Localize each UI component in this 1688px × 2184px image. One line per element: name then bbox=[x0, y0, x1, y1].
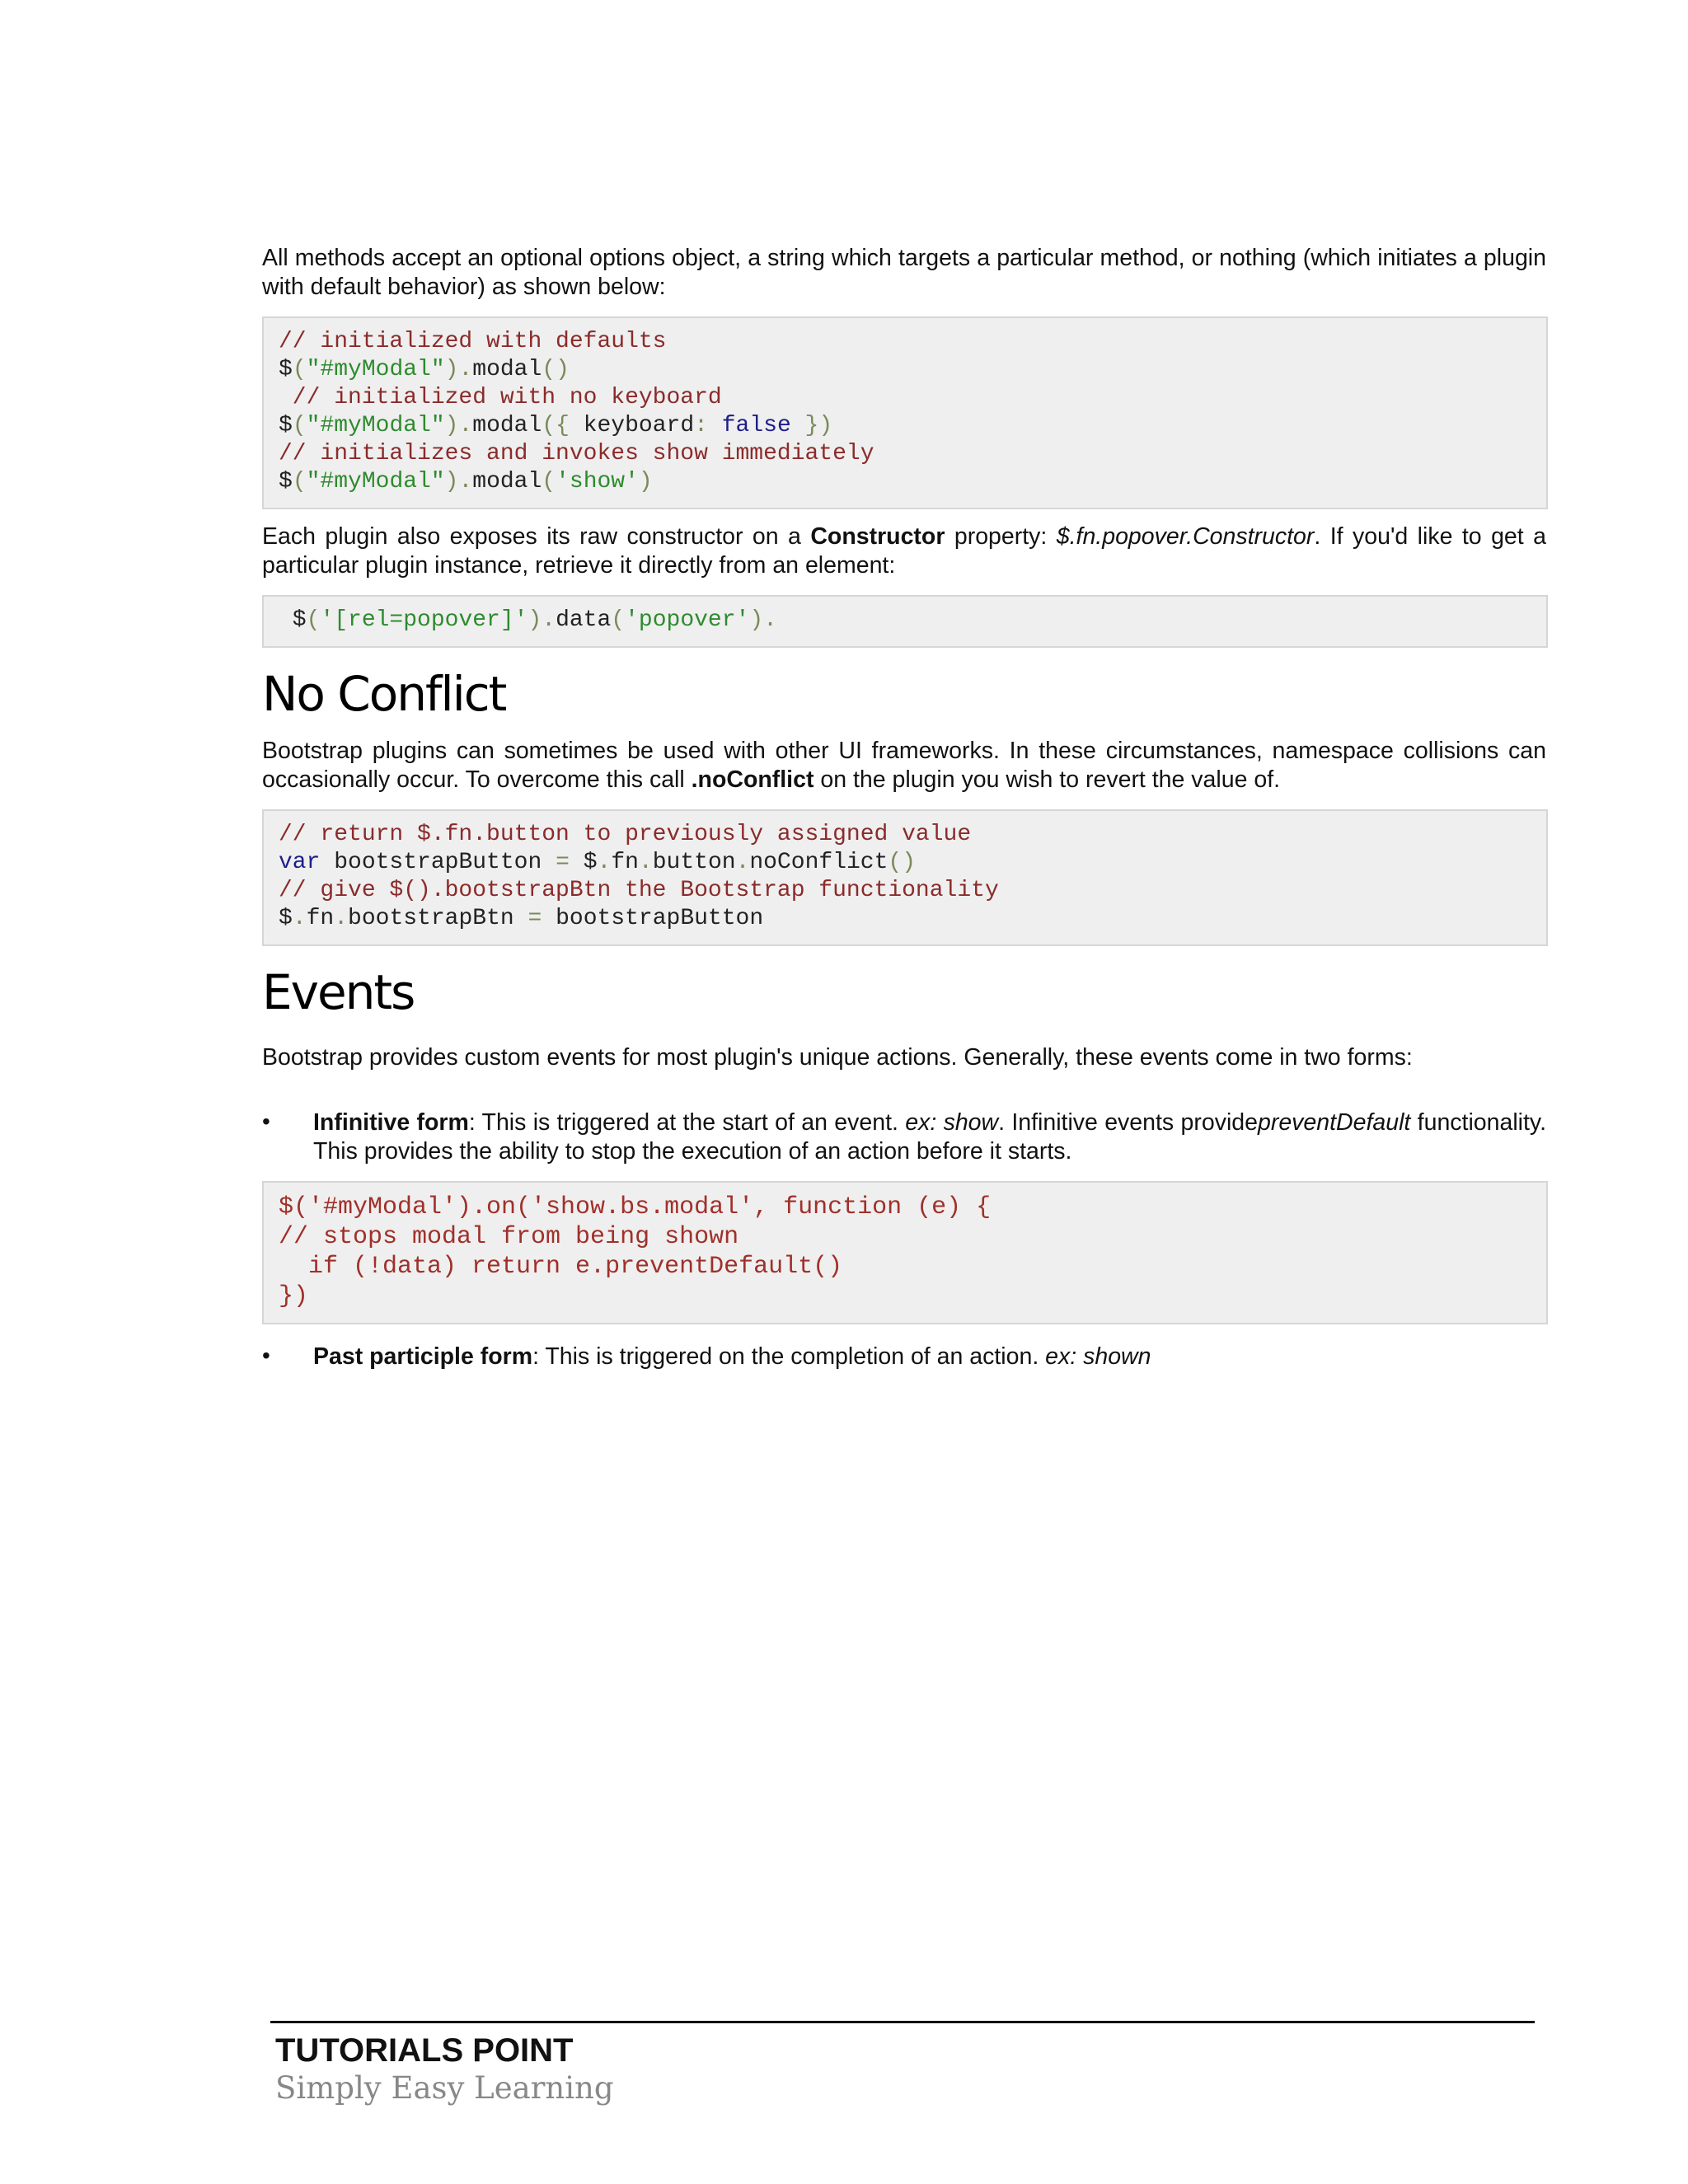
code-block-no-conflict bbox=[262, 809, 1548, 946]
bullet-text: Infinitive form: This is triggered at the start of an event. ex: show. Infinitive events providepreventDefault functionality. This provides the ability to stop the execution of an action before it starts. bbox=[313, 1109, 1546, 1165]
code-block-show-event bbox=[262, 1181, 1548, 1324]
code-block-modal-init bbox=[262, 316, 1548, 509]
events-intro-paragraph: Bootstrap provides custom events for most plugin's unique actions. Generally, these events come in two forms: bbox=[262, 1044, 1413, 1071]
constructor-paragraph: Each plugin also exposes its raw constructor on a Constructor property: $.fn.popover.Constructor. If you'd like to get a particular plugin instance, retrieve it directly from an element: bbox=[262, 523, 1546, 579]
code-line: // stops modal from being shown bbox=[279, 1223, 739, 1251]
code-line: // return $.fn.button to previously assigned value bbox=[279, 822, 972, 847]
code-line: $("#myModal").modal('show') bbox=[279, 469, 653, 494]
footer-divider bbox=[270, 2021, 1535, 2023]
bullet-icon: • bbox=[262, 1108, 270, 1134]
list-item bbox=[262, 1343, 1546, 1371]
section-heading-no-conflict: No Conflict bbox=[262, 666, 506, 722]
code-line: // initialized with no keyboard bbox=[279, 385, 722, 410]
bullet-text: Past participle form: This is triggered on the completion of an action. ex: shown bbox=[313, 1343, 1151, 1370]
footer-brand-title: TUTORIALS POINT bbox=[275, 2032, 574, 2069]
code-line: $("#myModal").modal() bbox=[279, 357, 570, 382]
code-block-plugin-instance bbox=[262, 595, 1548, 648]
code-line: // initializes and invokes show immediately bbox=[279, 441, 874, 466]
code-line: $("#myModal").modal({ keyboard: false }) bbox=[279, 413, 833, 438]
section-heading-events: Events bbox=[262, 964, 415, 1020]
code-line: $('[rel=popover]').data('popover'). bbox=[279, 607, 777, 633]
page-content bbox=[262, 244, 1546, 1371]
code-line: // give $().bootstrapBtn the Bootstrap functionality bbox=[279, 878, 999, 903]
intro-paragraph: All methods accept an optional options object, a string which targets a particular method, or nothing (which initiates a plugin with default behavior) as shown below: bbox=[262, 245, 1546, 300]
bullet-icon: • bbox=[262, 1343, 270, 1368]
code-line: // initialized with defaults bbox=[279, 329, 667, 354]
code-line: var bootstrapButton = $.fn.button.noConflict() bbox=[279, 850, 917, 875]
code-line: }) bbox=[279, 1282, 309, 1310]
footer-brand-subtitle: Simply Easy Learning bbox=[275, 2070, 614, 2106]
no-conflict-paragraph: Bootstrap plugins can sometimes be used with other UI frameworks. In these circumstances, namespace collisions can occasionally occur. To overcome this call .noConflict on the plugin you wish to revert the value of. bbox=[262, 738, 1546, 793]
code-line: $.fn.bootstrapBtn = bootstrapButton bbox=[279, 906, 764, 931]
code-line: if (!data) return e.preventDefault() bbox=[279, 1253, 843, 1281]
code-line: $('#myModal').on('show.bs.modal', function (e) { bbox=[279, 1193, 992, 1221]
list-item bbox=[262, 1108, 1546, 1166]
